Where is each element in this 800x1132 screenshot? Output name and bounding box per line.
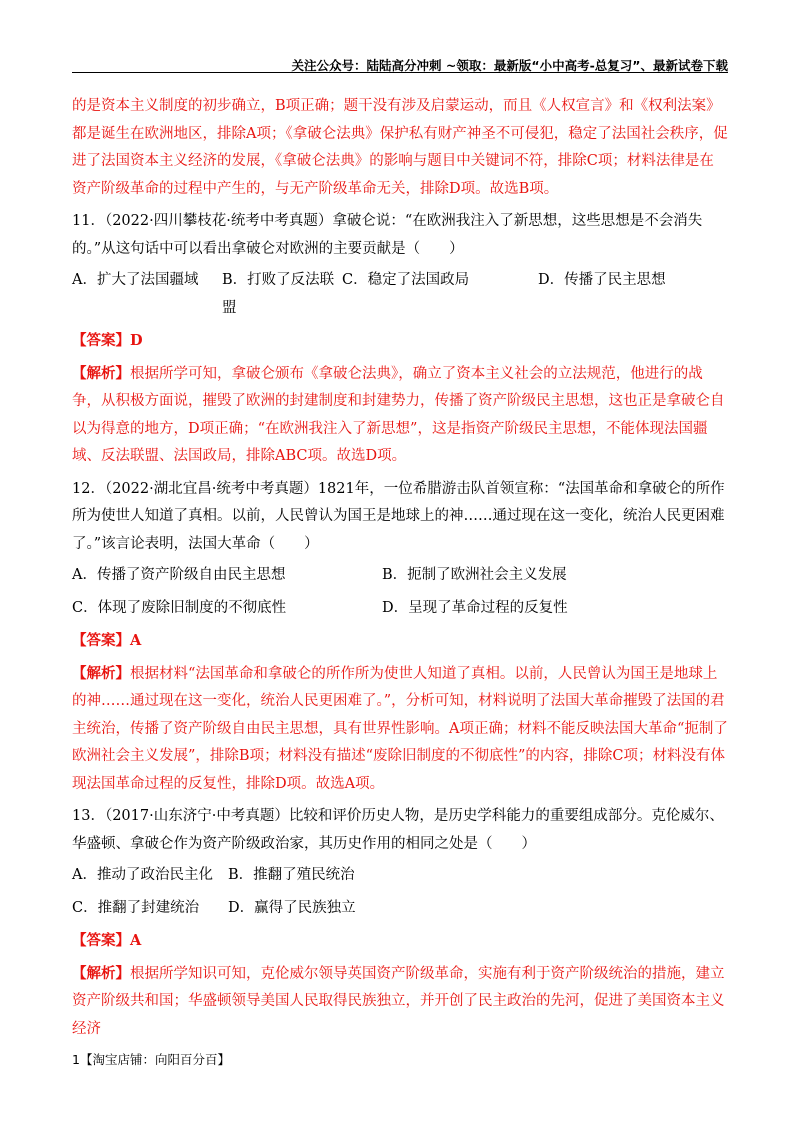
- question-13: [72, 803, 728, 1043]
- options-row: [72, 595, 728, 623]
- options-row: [72, 862, 728, 890]
- previous-analysis-continuation: 的是资本主义制度的初步确立，B项正确；题干没有涉及启蒙运动，而且《人权宣言》和《权利法案》都是诞生在欧洲地区，排除A项；《拿破仑法典》保护私有财产神圣不可侵犯，稳定了法国社会秩序，促进了法国资本主义经济的发展，《拿破仑法典》的影响与题目中关键词不符，排除C项；材料法律是在资产阶级革命的过程中产生的，与无产阶级革命无关，排除D项。故选B项。: [72, 98, 728, 197]
- question-stem: 11．（2022·四川攀枝花·统考中考真题）拿破仑说：“在欧洲我注入了新思想，这些思想是不会消失的。”从这句话中可以看出拿破仑对欧洲的主要贡献是（ ）: [72, 213, 703, 257]
- question-stem: 13．（2017·山东济宁·中考真题）比较和评价历史人物，是历史学科能力的重要组成部分。克伦威尔、华盛顿、拿破仑作为资产阶级政治家，其历史作用的相同之处是（ ）: [72, 808, 724, 852]
- options-row: [72, 895, 728, 923]
- header-rule: [72, 72, 728, 73]
- analysis-text: 根据材料“法国革命和拿破仑的所作所为使世人知道了真相。以前，人民曾认为国王是地球上的神……通过现在这一变化，统治人民更困难了。”，分析可知，材料说明了法国大革命摧毁了法国的君主统治，传播了资产阶级自由民主思想，具有世界性影响。A项正确；材料不能反映法国大革命“扼制了欧洲社会主义发展”，排除B项；材料没有描述“废除旧制度的不彻底性”的内容，排除C项；材料没有体现法国革命过程的反复性，排除D项。故选A项。: [72, 665, 728, 792]
- question-12: [72, 476, 728, 799]
- answer-value: A: [130, 632, 142, 649]
- answer-label: 【答案】: [72, 932, 130, 949]
- answer-line: [72, 327, 728, 355]
- option-b: B．打败了反法联盟: [222, 272, 335, 316]
- analysis-text: 根据所学知识可知，克伦威尔领导英国资产阶级革命，实施有利于资产阶级统治的措施，建立资产阶级共和国；华盛顿领导美国人民取得民族独立，并开创了民主政治的先河，促进了美国资本主义经济: [72, 965, 725, 1037]
- document-body: [72, 93, 728, 1048]
- options-row: [72, 562, 728, 590]
- question-11: [72, 208, 728, 471]
- option-c: C．推翻了封建统治: [72, 899, 200, 916]
- option-d: D．赢得了民族独立: [228, 899, 356, 916]
- option-d: D．呈现了革命过程的反复性: [382, 599, 568, 616]
- option-d: D．传播了民主思想: [538, 272, 666, 288]
- option-b: B．扼制了欧洲社会主义发展: [382, 567, 567, 583]
- analysis-label: 【解析】: [72, 664, 130, 682]
- answer-label: 【答案】: [72, 332, 130, 349]
- answer-line: [72, 627, 728, 655]
- answer-line: [72, 927, 728, 955]
- option-a: A．传播了资产阶级自由民主思想: [72, 567, 286, 583]
- page-footer: 1【淘宝店铺：向阳百分百】: [72, 1052, 230, 1067]
- analysis-label: 【解析】: [72, 964, 130, 982]
- question-stem: 12．（2022·湖北宜昌·统考中考真题）1821年，一位希腊游击队首领宣称：“法国革命和拿破仑的所作所为使世人知道了真相。以前，人民曾认为国王是地球上的神……通过现在这一变化，统治人民更困难了。”该言论表明，法国大革命（ ）: [72, 480, 725, 552]
- page-header: 关注公众号：陆陆高分冲刺 ~领取：最新版“小中高考-总复习”、最新试卷下载: [291, 58, 728, 73]
- analysis: [72, 960, 728, 1044]
- analysis-label: 【解析】: [72, 364, 130, 382]
- answer-value: D: [130, 332, 143, 349]
- answer-value: A: [130, 932, 142, 949]
- option-a: A．推动了政治民主化: [72, 867, 213, 883]
- option-c: C．稳定了法国政局: [342, 272, 470, 288]
- option-b: B．推翻了殖民统治: [228, 867, 355, 883]
- analysis-text: 根据所学可知，拿破仑颁布《拿破仑法典》，确立了资本主义社会的立法规范，他进行的战争，从积极方面说，摧毁了欧洲的封建制度和封建势力，传播了资产阶级民主思想，这也正是拿破仑自以为得意的地方，D项正确；“在欧洲我注入了新思想”，这是指资产阶级民主思想，不能体现法国疆域、反法联盟、法国政局，排除ABC项。故选D项。: [72, 365, 725, 464]
- answer-label: 【答案】: [72, 632, 130, 649]
- analysis: [72, 660, 728, 799]
- analysis: [72, 360, 728, 471]
- option-c: C．体现了废除旧制度的不彻底性: [72, 599, 287, 616]
- options-row: [72, 267, 728, 322]
- option-a: A．扩大了法国疆域: [72, 272, 199, 288]
